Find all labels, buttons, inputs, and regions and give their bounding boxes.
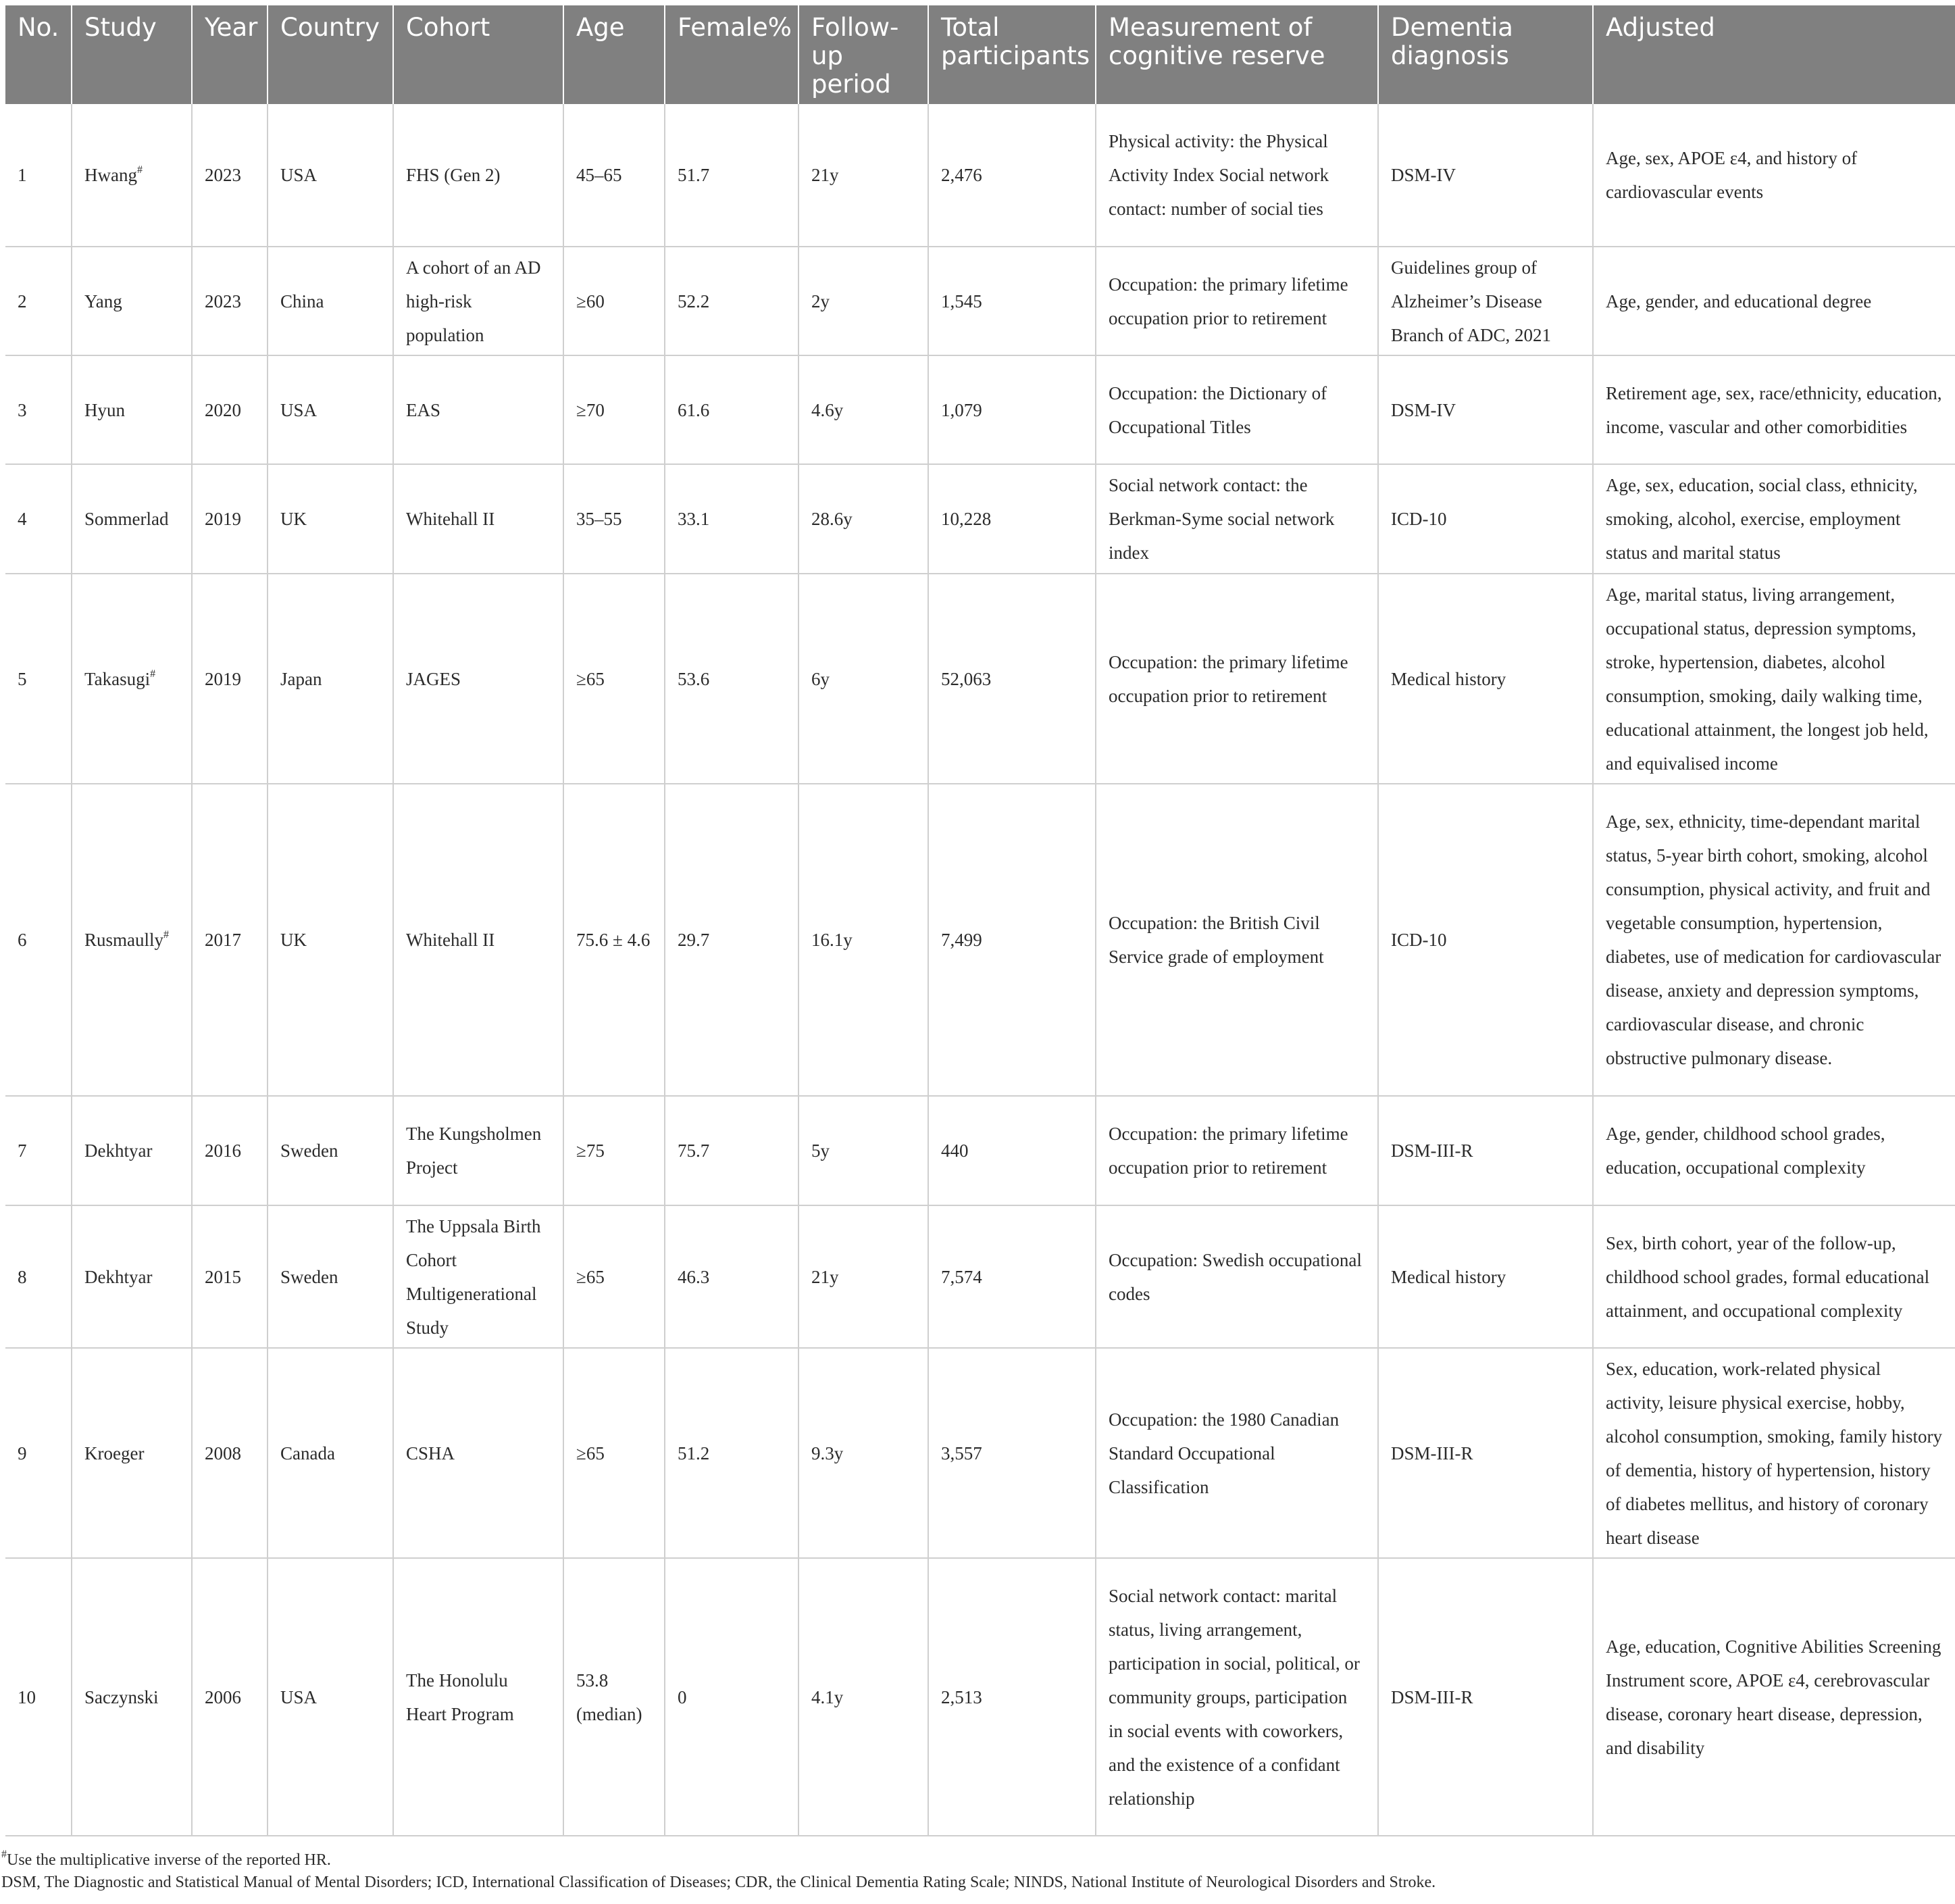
header-cohort: Cohort (393, 5, 563, 104)
cell-year-text: 2016 (205, 1141, 241, 1161)
cell-diagnosis-text: DSM-IV (1391, 165, 1456, 185)
cell-followup-text: 4.6y (811, 399, 844, 420)
cell-female-text: 51.2 (678, 1443, 710, 1463)
table-row (5, 355, 1955, 464)
cell-study-text: Hyun (84, 399, 125, 420)
cell-diagnosis (1378, 104, 1593, 247)
cell-cohort-text: EAS (406, 399, 441, 420)
cell-female (665, 574, 798, 784)
cell-total (928, 574, 1096, 784)
cell-country-text: Sweden (280, 1266, 338, 1287)
cell-diagnosis-text: DSM-III-R (1391, 1686, 1473, 1707)
cell-study-text: Dekhtyar (84, 1266, 153, 1287)
cell-measurement (1096, 247, 1378, 355)
cell-no-text: 1 (18, 165, 27, 185)
cell-study (72, 1096, 192, 1205)
cell-followup-text: 16.1y (811, 930, 853, 950)
cell-study (72, 1205, 192, 1348)
table-row (5, 247, 1955, 355)
cell-measurement (1096, 355, 1378, 464)
cell-total (928, 1096, 1096, 1205)
footnote-1-text: Use the multiplicative inverse of the reported HR. (7, 1851, 331, 1869)
cell-total (928, 1348, 1096, 1558)
table-row (5, 1348, 1955, 1558)
cell-total (928, 104, 1096, 247)
cell-measurement (1096, 574, 1378, 784)
cell-year-text: 2023 (205, 291, 241, 311)
cell-country (268, 247, 393, 355)
cell-followup (798, 355, 928, 464)
cell-measurement-text: Occupation: the primary lifetime occupation prior to retirement (1109, 1124, 1348, 1178)
cell-diagnosis-text: ICD-10 (1391, 509, 1447, 529)
cell-cohort-text: A cohort of an AD high-risk population (406, 257, 541, 345)
cell-adjusted (1593, 247, 1955, 355)
cell-adjusted (1593, 574, 1955, 784)
cell-female-text: 75.7 (678, 1141, 710, 1161)
cell-cohort (393, 104, 563, 247)
cell-measurement-text: Occupation: the British Civil Service grade of employment (1109, 913, 1324, 967)
cell-age-text: ≥65 (576, 1443, 605, 1463)
cell-total (928, 464, 1096, 574)
cell-no (5, 574, 72, 784)
cell-diagnosis (1378, 1558, 1593, 1836)
cell-cohort-text: FHS (Gen 2) (406, 165, 501, 185)
cell-female (665, 1558, 798, 1836)
cell-country (268, 1348, 393, 1558)
cell-age-text: ≥65 (576, 1266, 605, 1287)
cell-country (268, 104, 393, 247)
cell-age (563, 784, 665, 1096)
cell-measurement (1096, 1348, 1378, 1558)
cell-age-text: 35–55 (576, 509, 622, 529)
cell-year-text: 2023 (205, 165, 241, 185)
cell-age-text: ≥70 (576, 399, 605, 420)
cell-year (192, 464, 268, 574)
cell-female-text: 0 (678, 1686, 687, 1707)
cell-age (563, 574, 665, 784)
cell-study-text: Saczynski (84, 1686, 159, 1707)
cell-year (192, 104, 268, 247)
cell-total-text: 440 (941, 1141, 969, 1161)
cell-followup (798, 1348, 928, 1558)
cell-no (5, 247, 72, 355)
cell-followup-text: 21y (811, 1266, 839, 1287)
cell-adjusted-text: Age, gender, childhood school grades, education, occupational complexity (1606, 1124, 1885, 1178)
cell-followup (798, 104, 928, 247)
cell-adjusted-text: Sex, birth cohort, year of the follow-up, childhood school grades, formal educational attainment, and occupational complexity (1606, 1232, 1930, 1321)
cell-diagnosis (1378, 355, 1593, 464)
studies-table (5, 5, 1955, 1836)
table-row (5, 574, 1955, 784)
cell-age (563, 104, 665, 247)
table-row (5, 1558, 1955, 1836)
cell-diagnosis-text: DSM-III-R (1391, 1141, 1473, 1161)
cell-cohort (393, 1558, 563, 1836)
cell-adjusted (1593, 104, 1955, 247)
cell-age (563, 1558, 665, 1836)
cell-cohort (393, 247, 563, 355)
cell-diagnosis-text: Guidelines group of Alzheimer’s Disease Branch of ADC, 2021 (1391, 257, 1551, 345)
cell-measurement-text: Occupation: the Dictionary of Occupational Titles (1109, 382, 1327, 437)
cell-year (192, 574, 268, 784)
cell-country (268, 1096, 393, 1205)
cell-no-text: 5 (18, 668, 27, 689)
cell-country-text: China (280, 291, 324, 311)
cell-no-text: 10 (18, 1686, 36, 1707)
cell-no (5, 1205, 72, 1348)
cell-no (5, 1348, 72, 1558)
cell-cohort (393, 1348, 563, 1558)
cell-study-text: Takasugi (84, 668, 151, 689)
cell-female (665, 464, 798, 574)
cell-cohort (393, 355, 563, 464)
cell-followup (798, 247, 928, 355)
cell-age (563, 247, 665, 355)
header-measurement: Measurement of cognitive reserve (1096, 5, 1378, 104)
table-row (5, 104, 1955, 247)
footnote-2: DSM, The Diagnostic and Statistical Manual of Mental Disorders; ICD, International Classification of Diseases; CDR, the Clinical Dementia Rating Scale; NINDS, National Institute of Neurological Disorders and Stroke. (1, 1874, 1436, 1891)
cell-adjusted-text: Retirement age, sex, race/ethnicity, education, income, vascular and other comorbidities (1606, 382, 1942, 437)
cell-cohort (393, 574, 563, 784)
cell-diagnosis (1378, 1205, 1593, 1348)
cell-total-text: 1,545 (941, 291, 982, 311)
cell-female (665, 784, 798, 1096)
cell-female-text: 51.7 (678, 165, 710, 185)
cell-total-text: 7,574 (941, 1266, 982, 1287)
cell-age (563, 355, 665, 464)
cell-no-text: 6 (18, 930, 27, 950)
header-total: Total participants (928, 5, 1096, 104)
cell-female-text: 46.3 (678, 1266, 710, 1287)
cell-no-text: 8 (18, 1266, 27, 1287)
cell-adjusted (1593, 1205, 1955, 1348)
cell-female (665, 247, 798, 355)
cell-total (928, 355, 1096, 464)
cell-no-text: 9 (18, 1443, 27, 1463)
table-row (5, 784, 1955, 1096)
cell-age (563, 1348, 665, 1558)
cell-female (665, 104, 798, 247)
cell-female-text: 53.6 (678, 668, 710, 689)
cell-year (192, 784, 268, 1096)
cell-study-text: Yang (84, 291, 122, 311)
cell-female (665, 355, 798, 464)
cell-age-text: ≥65 (576, 668, 605, 689)
cell-study (72, 1348, 192, 1558)
table-body (5, 104, 1955, 1836)
cell-year-text: 2017 (205, 930, 241, 950)
cell-study-text: Dekhtyar (84, 1141, 153, 1161)
header-row (5, 5, 1955, 104)
footnote-mark: # (1, 1849, 7, 1860)
cell-year-text: 2020 (205, 399, 241, 420)
cell-adjusted-text: Age, marital status, living arrangement, occupational status, depression symptoms, stroke, hypertension, diabetes, alcohol consumption, smoking, daily walking time, educational attainment, the longest job held, and equivalised income (1606, 584, 1929, 774)
cell-study-text: Sommerlad (84, 509, 169, 529)
cell-total (928, 1558, 1096, 1836)
cell-adjusted-text: Age, sex, ethnicity, time-dependant marital status, 5-year birth cohort, smoking, alcohol consumption, physical activity, and fruit and vegetable consumption, hypertension, diabetes, use of medication for cardiovascular disease, anxiety and depression symptoms, cardiovascular disease, and chronic obstructive pulmonary disease. (1606, 811, 1941, 1068)
cell-cohort-text: Whitehall II (406, 509, 495, 529)
cell-year-text: 2006 (205, 1686, 241, 1707)
cell-study (72, 355, 192, 464)
cell-total-text: 10,228 (941, 509, 992, 529)
cell-measurement-text: Social network contact: marital status, living arrangement, participation in social, political, or community groups, participation in social events with coworkers, and the existence of a confidant relationship (1109, 1585, 1360, 1809)
cell-country-text: USA (280, 399, 318, 420)
cell-adjusted-text: Sex, education, work-related physical activity, leisure physical exercise, hobby, alcohol consumption, smoking, family history of dementia, history of hypertension, history of diabetes mellitus, and history of coronary heart disease (1606, 1358, 1942, 1548)
cell-country (268, 574, 393, 784)
header-followup: Follow-up period (798, 5, 928, 104)
cell-cohort-text: The Uppsala Birth Cohort Multigenerational Study (406, 1216, 541, 1338)
cell-measurement (1096, 104, 1378, 247)
cell-study (72, 1558, 192, 1836)
cell-total-text: 7,499 (941, 930, 982, 950)
cell-study (72, 574, 192, 784)
header-diagnosis: Dementia diagnosis (1378, 5, 1593, 104)
table-row (5, 1205, 1955, 1348)
cell-diagnosis (1378, 1096, 1593, 1205)
cell-diagnosis (1378, 247, 1593, 355)
cell-followup (798, 464, 928, 574)
cell-cohort (393, 464, 563, 574)
cell-measurement-text: Occupation: the primary lifetime occupation prior to retirement (1109, 274, 1348, 328)
cell-adjusted-text: Age, gender, and educational degree (1606, 291, 1872, 311)
cell-country (268, 784, 393, 1096)
cell-diagnosis-text: ICD-10 (1391, 930, 1447, 950)
cell-year (192, 1096, 268, 1205)
cell-age (563, 1096, 665, 1205)
cell-age (563, 464, 665, 574)
cell-year (192, 1558, 268, 1836)
cell-diagnosis (1378, 574, 1593, 784)
cell-followup (798, 1205, 928, 1348)
header-year: Year (192, 5, 268, 104)
cell-year (192, 1348, 268, 1558)
cell-age-text: 75.6 ± 4.6 (576, 930, 651, 950)
cell-female (665, 1096, 798, 1205)
cell-year-text: 2015 (205, 1266, 241, 1287)
cell-cohort-text: The Kungsholmen Project (406, 1124, 542, 1178)
cell-study-text: Hwang (84, 165, 137, 185)
cell-followup (798, 1096, 928, 1205)
cell-cohort-text: JAGES (406, 668, 461, 689)
cell-measurement-text: Occupation: Swedish occupational codes (1109, 1249, 1362, 1304)
cell-country (268, 1558, 393, 1836)
cell-diagnosis-text: Medical history (1391, 1266, 1506, 1287)
cell-adjusted-text: Age, sex, APOE ε4, and history of cardiovascular events (1606, 148, 1858, 202)
study-mark: # (163, 929, 170, 941)
cell-no (5, 784, 72, 1096)
cell-country-text: UK (280, 509, 307, 529)
cell-total-text: 2,476 (941, 165, 982, 185)
cell-female-text: 33.1 (678, 509, 710, 529)
cell-adjusted (1593, 355, 1955, 464)
cell-measurement (1096, 464, 1378, 574)
cell-followup-text: 2y (811, 291, 830, 311)
cell-study-text: Rusmaully (84, 930, 164, 950)
cell-age-text: ≥60 (576, 291, 605, 311)
cell-year (192, 355, 268, 464)
cell-diagnosis-text: Medical history (1391, 668, 1506, 689)
cell-measurement (1096, 1205, 1378, 1348)
cell-study (72, 464, 192, 574)
cell-female-text: 29.7 (678, 930, 710, 950)
cell-diagnosis-text: DSM-IV (1391, 399, 1456, 420)
cell-followup (798, 784, 928, 1096)
cell-diagnosis (1378, 784, 1593, 1096)
cell-adjusted (1593, 784, 1955, 1096)
cell-female (665, 1205, 798, 1348)
cell-followup-text: 21y (811, 165, 839, 185)
cell-country-text: Sweden (280, 1141, 338, 1161)
cell-measurement-text: Physical activity: the Physical Activity Index Social network contact: number of social ties (1109, 131, 1329, 219)
cell-followup (798, 1558, 928, 1836)
cell-age-text: ≥75 (576, 1141, 605, 1161)
cell-study-text: Kroeger (84, 1443, 145, 1463)
cell-adjusted (1593, 464, 1955, 574)
cell-followup (798, 574, 928, 784)
cell-study (72, 104, 192, 247)
cell-cohort (393, 1096, 563, 1205)
cell-age-text: 45–65 (576, 165, 622, 185)
cell-measurement-text: Social network contact: the Berkman-Syme social network index (1109, 475, 1335, 563)
cell-total (928, 247, 1096, 355)
cell-no (5, 464, 72, 574)
cell-followup-text: 5y (811, 1141, 830, 1161)
cell-no-text: 2 (18, 291, 27, 311)
cell-country (268, 355, 393, 464)
header-age: Age (563, 5, 665, 104)
cell-diagnosis-text: DSM-III-R (1391, 1443, 1473, 1463)
cell-country-text: USA (280, 165, 318, 185)
table-row (5, 1096, 1955, 1205)
cell-study (72, 247, 192, 355)
cell-followup-text: 9.3y (811, 1443, 844, 1463)
cell-measurement-text: Occupation: the primary lifetime occupation prior to retirement (1109, 651, 1348, 706)
header-adjusted: Adjusted (1593, 5, 1955, 104)
cell-total-text: 3,557 (941, 1443, 982, 1463)
cell-no (5, 1096, 72, 1205)
cell-age (563, 1205, 665, 1348)
cell-no-text: 4 (18, 509, 27, 529)
cell-total-text: 52,063 (941, 668, 992, 689)
cell-female (665, 1348, 798, 1558)
cell-year-text: 2008 (205, 1443, 241, 1463)
header-no: No. (5, 5, 72, 104)
cell-cohort (393, 784, 563, 1096)
cell-country (268, 1205, 393, 1348)
cell-year (192, 1205, 268, 1348)
study-mark: # (150, 668, 156, 680)
cell-measurement-text: Occupation: the 1980 Canadian Standard Occupational Classification (1109, 1409, 1340, 1497)
cell-adjusted (1593, 1348, 1955, 1558)
cell-year-text: 2019 (205, 509, 241, 529)
cell-measurement (1096, 1558, 1378, 1836)
cell-no (5, 1558, 72, 1836)
cell-country-text: Canada (280, 1443, 335, 1463)
cell-adjusted-text: Age, education, Cognitive Abilities Screening Instrument score, APOE ε4, cerebrovascular disease, coronary heart disease, depression, and disability (1606, 1636, 1941, 1758)
cell-followup-text: 28.6y (811, 509, 853, 529)
cell-followup-text: 4.1y (811, 1686, 844, 1707)
cell-total-text: 2,513 (941, 1686, 982, 1707)
cell-country-text: Japan (280, 668, 322, 689)
header-country: Country (268, 5, 393, 104)
cell-measurement (1096, 1096, 1378, 1205)
cell-cohort-text: CSHA (406, 1443, 455, 1463)
footnote-1 (1, 1850, 1947, 1870)
cell-country (268, 464, 393, 574)
cell-cohort-text: The Honolulu Heart Program (406, 1670, 514, 1724)
cell-no-text: 3 (18, 399, 27, 420)
cell-total (928, 784, 1096, 1096)
cell-adjusted-text: Age, sex, education, social class, ethnicity, smoking, alcohol, exercise, employment status and marital status (1606, 475, 1918, 563)
cell-country-text: UK (280, 930, 307, 950)
cell-followup-text: 6y (811, 668, 830, 689)
cell-year-text: 2019 (205, 668, 241, 689)
cell-diagnosis (1378, 464, 1593, 574)
cell-adjusted (1593, 1096, 1955, 1205)
cell-measurement (1096, 784, 1378, 1096)
cell-diagnosis (1378, 1348, 1593, 1558)
cell-female-text: 61.6 (678, 399, 710, 420)
cell-adjusted (1593, 1558, 1955, 1836)
cell-no-text: 7 (18, 1141, 27, 1161)
cell-female-text: 52.2 (678, 291, 710, 311)
cell-year (192, 247, 268, 355)
cell-no (5, 104, 72, 247)
cell-total (928, 1205, 1096, 1348)
cell-cohort (393, 1205, 563, 1348)
table-row (5, 464, 1955, 574)
header-study: Study (72, 5, 192, 104)
header-female: Female% (665, 5, 798, 104)
cell-country-text: USA (280, 1686, 318, 1707)
cell-study (72, 784, 192, 1096)
cell-total-text: 1,079 (941, 399, 982, 420)
study-mark: # (136, 164, 143, 176)
cell-cohort-text: Whitehall II (406, 930, 495, 950)
cell-no (5, 355, 72, 464)
cell-age-text: 53.8 (median) (576, 1670, 642, 1724)
